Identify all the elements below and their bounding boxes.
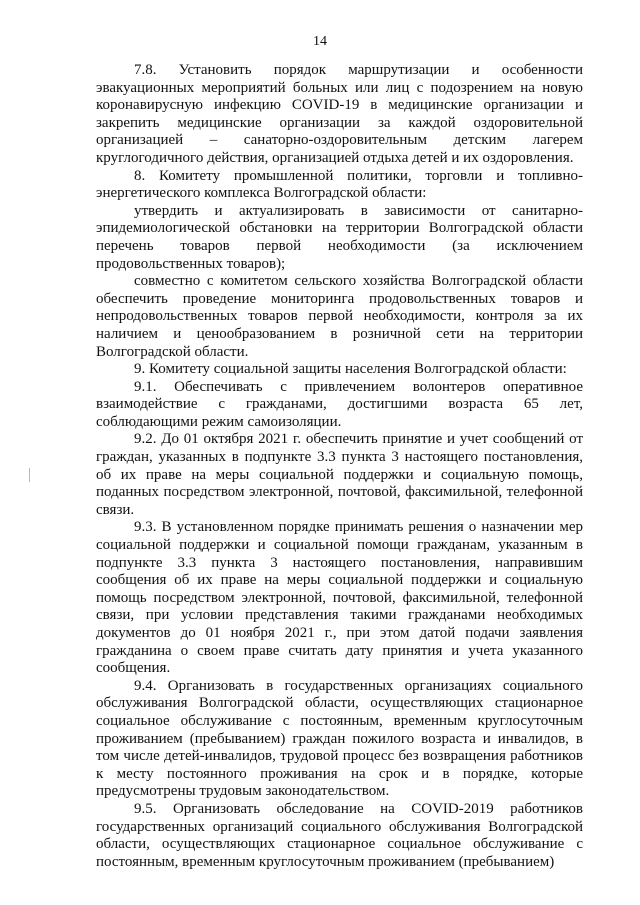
paragraph-9-1: 9.1. Обеспечивать с привлечением волонтеров оперативное взаимодействие с гражданами, достигшими возраста 65 лет, соблюдающими режим самоизоляции. [96, 378, 583, 430]
paragraph-9-4: 9.4. Организовать в государственных организациях социального обслуживания Волгоградской области, осуществляющих стационарное социальное обслуживание с постоянным, временным круглосуточным проживанием (пребыванием) граждан пожилого возраста и инвалидов, в том числе детей-инвалидов, трудовой процесс без возвращения работников к месту постоянного проживания на срок и в порядке, которые предусмотрены трудовым законодательством. [96, 677, 583, 800]
paragraph-8: 8. Комитету промышленной политики, торговли и топливно-энергетического комплекса Волгоградской области: [96, 167, 583, 202]
paragraph-8-approve: утвердить и актуализировать в зависимости от санитарно-эпидемиологической обстановки на территории Волгоградской области перечень товаров первой необходимости (за исключением продовольственных товаров); [96, 202, 583, 272]
paragraph-7-8: 7.8. Установить порядок маршрутизации и особенности эвакуационных мероприятий больных или лиц с подозрением на новую коронавирусную инфекцию COVID-19 в медицинские организации и закрепить медицинские организации за каждой оздоровительной организацией – санаторно-оздоровительным детским лагерем круглогодичного действия, организацией отдыха детей и их оздоровления. [96, 62, 583, 166]
margin-mark [29, 468, 30, 482]
paragraph-9: 9. Комитету социальной защиты населения Волгоградской области: [134, 361, 567, 378]
document-body [96, 62, 583, 871]
paragraph-9-3: 9.3. В установленном порядке принимать решения о назначении мер социальной поддержки и социальной помощи гражданам, указанным в подпункте 3.3 пункта 3 настоящего постановления, направившим сообщения об их праве на меры социальной поддержки и социальную помощь посредством электронной, почтовой, факсимильной, телефонной связи, при условии представления такими гражданами необходимых документов до 01 ноября 2021 г., при этом датой подачи заявления гражданина о своем праве считать дату принятия и учета указанного сообщения. [96, 519, 583, 677]
paragraph-8-monitoring: совместно с комитетом сельского хозяйства Волгоградской области обеспечить проведение мониторинга продовольственных товаров и непродовольственных товаров первой необходимости, контроля за их наличием и ценообразованием в розничной сети на территории Волгоградской области. [96, 273, 583, 360]
page-number: 14 [313, 34, 327, 49]
paragraph-9-2: 9.2. До 01 октября 2021 г. обеспечить принятие и учет сообщений от граждан, указанных в подпункте 3.3 пункта 3 настоящего постановления, об их праве на меры социальной поддержки и социальную помощь, поданных посредством электронной, почтовой, факсимильной, телефонной связи. [96, 431, 583, 518]
paragraph-9-5: 9.5. Организовать обследование на COVID-2019 работников государственных организаций социального обслуживания Волгоградской области, осуществляющих стационарное социальное обслуживание с постоянным, временным круглосуточным проживанием (пребыванием) [96, 800, 583, 870]
